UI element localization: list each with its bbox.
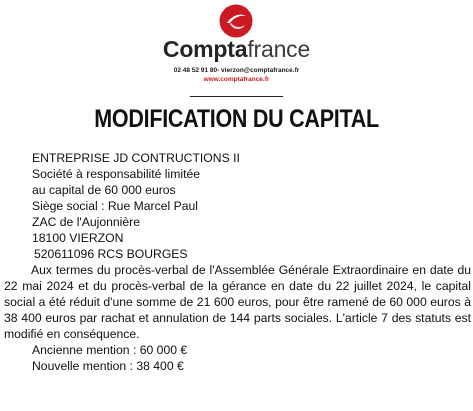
company-address: ZAC de l'Aujonnière	[32, 215, 141, 229]
brand-part-france: france	[247, 36, 311, 62]
company-rcs: 520611096 RCS BOURGES	[34, 247, 188, 261]
website-link[interactable]: www.comptafrance.fr	[203, 76, 270, 83]
old-mention: Ancienne mention : 60 000 €	[32, 343, 188, 357]
brand-part-compta: Compta	[162, 36, 248, 62]
company-form: Société à responsabilité limitée	[32, 167, 201, 181]
new-mention: Nouvelle mention : 38 400 €	[32, 359, 184, 373]
company-capital: au capital de 60 000 euros	[32, 183, 176, 197]
notice-title: MODIFICATION DU CAPITAL	[94, 105, 379, 133]
notice-body: Aux termes du procès-verbal de l'Assemblée Générale Extraordinaire en date du 22 mai 2024 et du procès-verbal de la gérance en date du 22 juillet 2024, le capital social a été réduit d'une somme de 21 600 euros, pour être ramené de 60 000 euros à 38 400 euros par rachat et annulation de 144 parts sociales. L'article 7 des statuts est modifié en conséquence.	[4, 263, 471, 341]
company-city: 18100 VIERZON	[32, 231, 124, 245]
comptafrance-logo-icon	[219, 4, 253, 38]
company-name: ENTREPRISE JD CONTRUCTIONS II	[32, 151, 240, 165]
header-divider	[190, 96, 283, 97]
brand-name	[0, 36, 473, 62]
letterhead	[0, 0, 473, 100]
contact-line: 02 48 52 91 80- vierzon@comptafrance.fr	[173, 67, 300, 74]
company-seat: Siège social : Rue Marcel Paul	[32, 199, 198, 213]
